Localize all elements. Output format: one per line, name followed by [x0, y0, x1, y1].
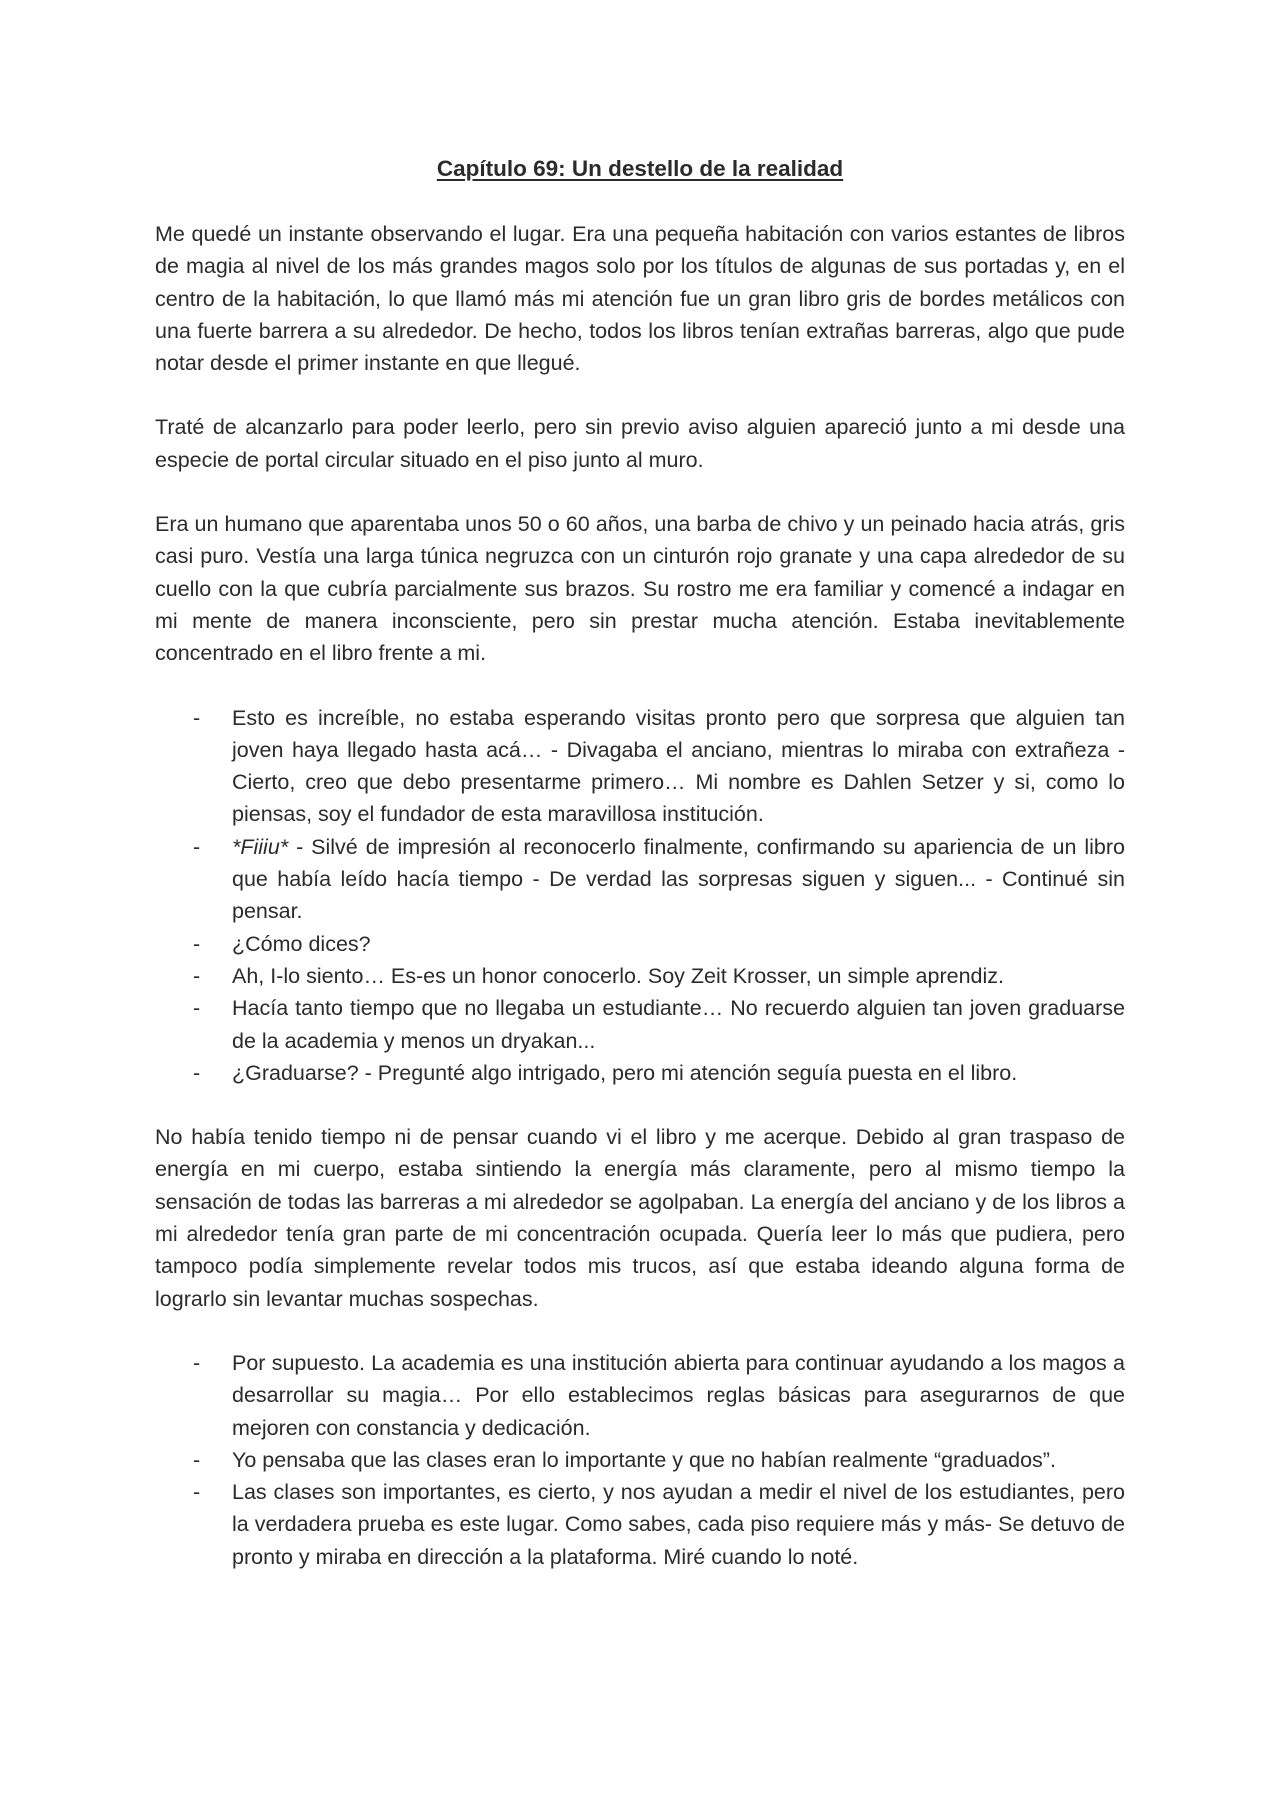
dash-marker: - [193, 1060, 201, 1085]
dialogue-line [155, 928, 1125, 960]
dialogue-text: Esto es increíble, no estaba esperando visitas pronto pero que sorpresa que alguien tan joven haya llegado hasta acá… - Divagaba el anciano, mientras lo miraba con extrañeza - Cierto, creo que debo presentarme primero… Mi nombre es Dahlen Setzer y si, como lo piensas, soy el fundador de esta maravillosa institución. [232, 705, 1125, 827]
dash-marker: - [193, 931, 201, 956]
dialogue-text: Yo pensaba que las clases eran lo importante y que no habían realmente “graduados”. [232, 1447, 1056, 1472]
dialogue-list [155, 1347, 1125, 1573]
dash-marker: - [193, 1480, 201, 1505]
dialogue-text: ¿Cómo dices? [232, 931, 371, 956]
dialogue-text: Por supuesto. La academia es una institución abierta para continuar ayudando a los magos a desarrollar su magia… Por ello establecimos reglas básicas para asegurarnos de que mejoren con constancia y dedicación. [232, 1350, 1125, 1440]
paragraph: Me quedé un instante observando el lugar. Era una pequeña habitación con varios estantes de libros de magia al nivel de los más grandes magos solo por los títulos de algunas de sus portadas y, en el centro de la habitación, lo que llamó más mi atención fue un gran libro gris de bordes metálicos con una fuerte barrera a su alrededor. De hecho, todos los libros tenían extrañas barreras, algo que pude notar desde el primer instante en que llegué. [155, 222, 1125, 376]
dialogue-text: Hacía tanto tiempo que no llegaba un estudiante… No recuerdo alguien tan joven graduarse de la academia y menos un dryakan... [232, 996, 1125, 1053]
dialogue-line [155, 702, 1125, 831]
paragraph: Era un humano que aparentaba unos 50 o 60 años, una barba de chivo y un peinado hacia atrás, gris casi puro. Vestía una larga túnica negruzca con un cinturón rojo granate y una capa alrededor de su cuello con la que cubría parcialmente sus brazos. Su rostro me era familiar y comencé a indagar en mi mente de manera inconsciente, pero sin prestar mucha atención. Estaba inevitablemente concentrado en el libro frente a mi. [155, 512, 1125, 666]
dialogue-line [155, 1476, 1125, 1573]
dash-marker: - [193, 834, 201, 859]
dialogue-line [155, 1057, 1125, 1089]
dash-marker: - [193, 1350, 201, 1375]
dialogue-line [155, 960, 1125, 992]
dialogue-list [155, 702, 1125, 1090]
dash-marker: - [193, 1447, 201, 1472]
chapter-title: Capítulo 69: Un destello de la realidad [436, 156, 844, 181]
dash-marker: - [193, 963, 201, 988]
dash-marker: - [193, 705, 201, 730]
dialogue-line [155, 831, 1125, 928]
paragraph: No había tenido tiempo ni de pensar cuando vi el libro y me acerque. Debido al gran traspaso de energía en mi cuerpo, estaba sintiendo la energía más claramente, pero al mismo tiempo la sensación de todas las barreras a mi alrededor se agolpaban. La energía del anciano y de los libros a mi alrededor tenía gran parte de mi concentración ocupada. Quería leer lo más que pudiera, pero tampoco podía simplemente revelar todos mis trucos, así que estaba ideando alguna forma de lograrlo sin levantar muchas sospechas. [155, 1125, 1125, 1311]
dialogue-line [155, 1347, 1125, 1444]
dialogue-text: - Silvé de impresión al reconocerlo finalmente, confirmando su apariencia de un libro que había leído hacía tiempo - De verdad las sorpresas siguen y siguen... - Continué sin pensar. [232, 834, 1125, 924]
dialogue-text: ¿Graduarse? - Pregunté algo intrigado, pero mi atención seguía puesta en el libro. [232, 1060, 1018, 1085]
dialogue-line [155, 1444, 1125, 1476]
dash-marker: - [193, 996, 201, 1021]
dialogue-text: Ah, I-lo siento… Es-es un honor conocerlo. Soy Zeit Krosser, un simple aprendiz. [232, 963, 1004, 988]
dialogue-italic-text: *Fiiiu* [232, 834, 289, 859]
chapter-body [155, 218, 1125, 1605]
dialogue-text: Las clases son importantes, es cierto, y nos ayudan a medir el nivel de los estudiantes, pero la verdadera prueba es este lugar. Como sabes, cada piso requiere más y más- Se detuvo de pronto y miraba en dirección a la plataforma. Miré cuando lo noté. [232, 1480, 1125, 1569]
dialogue-line [155, 992, 1125, 1057]
paragraph: Traté de alcanzarlo para poder leerlo, pero sin previo aviso alguien apareció junto a mi desde una especie de portal circular situado en el piso junto al muro. [155, 415, 1125, 472]
